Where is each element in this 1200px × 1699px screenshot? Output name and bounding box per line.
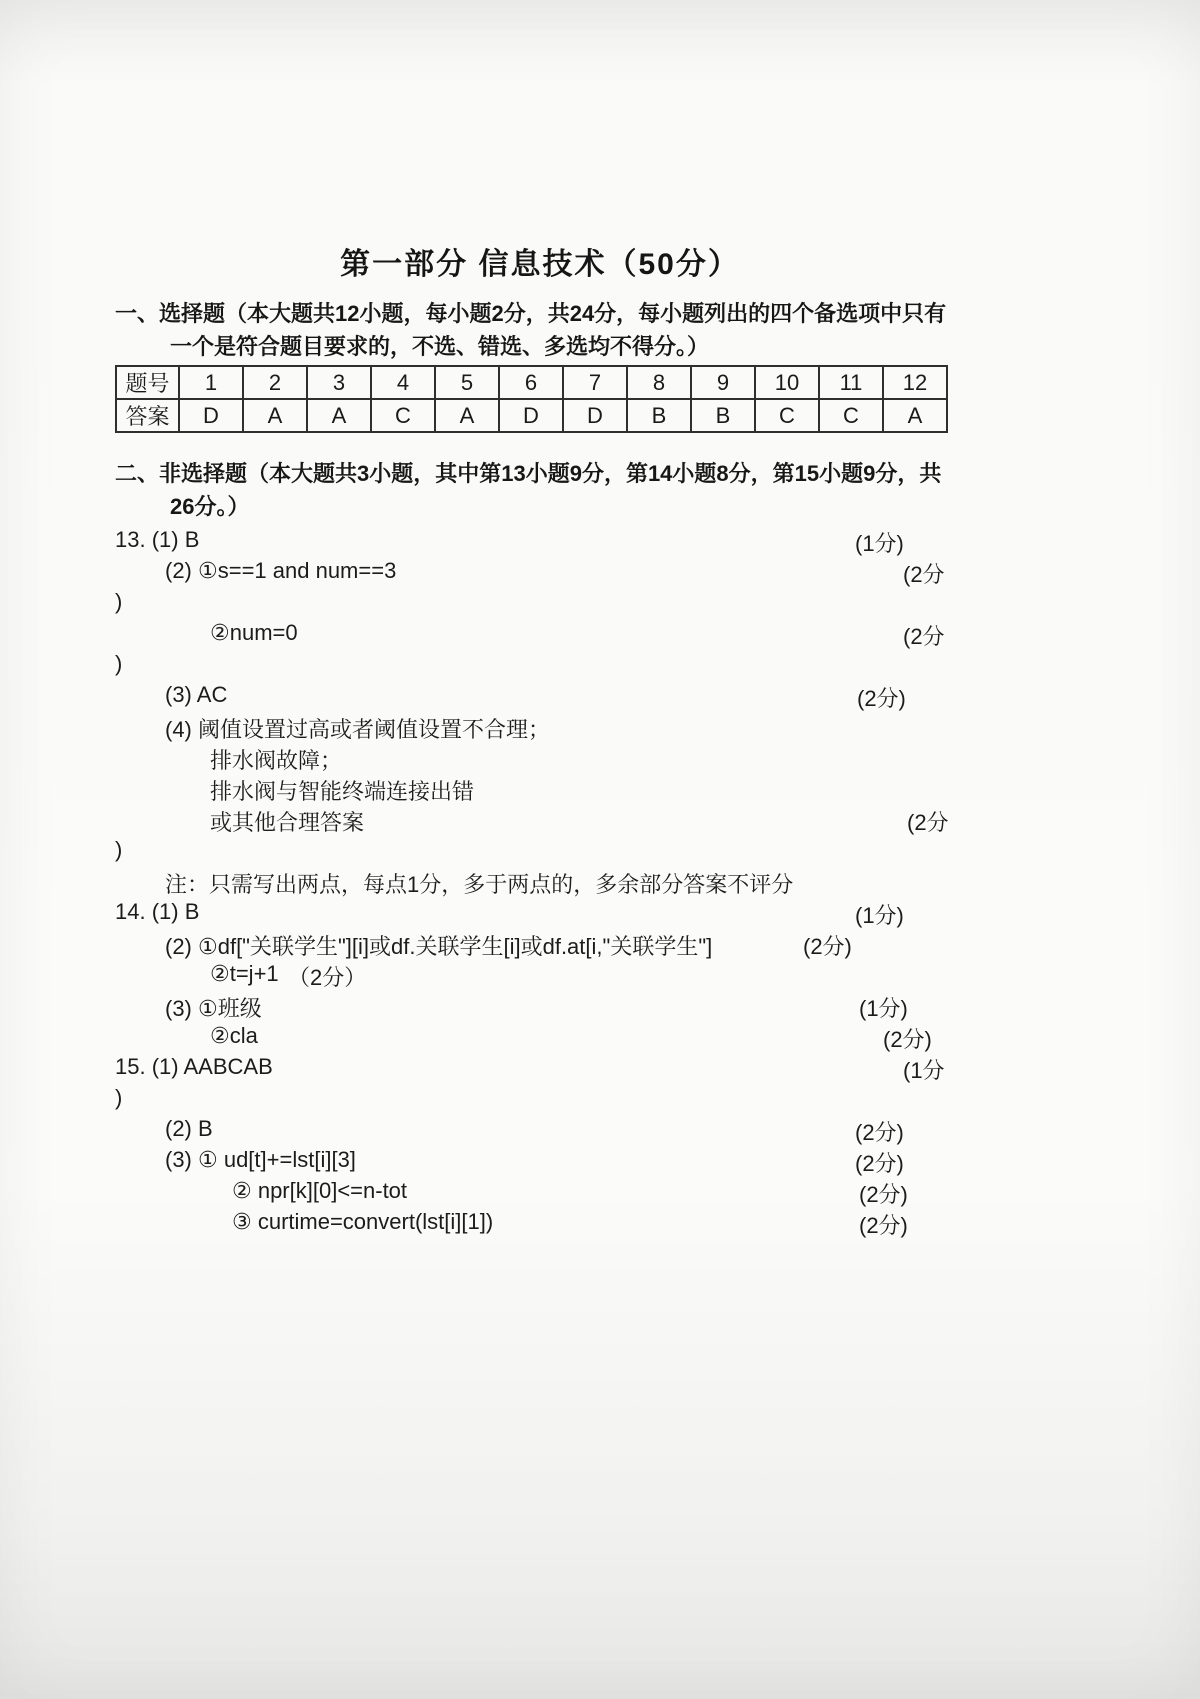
table-row-answers xyxy=(116,399,947,432)
table-cell: D xyxy=(179,399,243,432)
answer-text: 14. (1) B xyxy=(115,899,200,924)
table-cell: D xyxy=(499,399,563,432)
table-cell-label: 题号 xyxy=(116,366,179,399)
choice-heading-line2: 一个是符合题目要求的，不选、错选、多选均不得分。） xyxy=(170,334,710,359)
table-cell: 7 xyxy=(563,366,627,399)
answer-text: ) xyxy=(115,837,123,862)
table-cell: A xyxy=(243,399,307,432)
answer-text: 或其他合理答案 xyxy=(210,810,365,835)
table-cell: 5 xyxy=(435,366,499,399)
table-cell: A xyxy=(883,399,947,432)
table-cell: C xyxy=(819,399,883,432)
answer-text: (3) AC xyxy=(165,682,228,707)
answer-text: (2) B xyxy=(165,1116,213,1141)
answer-line xyxy=(115,992,965,1023)
answer-line xyxy=(115,1147,965,1178)
table-cell: 10 xyxy=(755,366,819,399)
score-label: (1分) xyxy=(859,996,908,1021)
answer-text: ②cla xyxy=(210,1023,258,1048)
table-cell: A xyxy=(307,399,371,432)
answer-text: (4) 阈值设置过高或者阈值设置不合理； xyxy=(165,717,551,742)
answer-text: ②t=j+1 xyxy=(210,961,279,986)
answer-text: 15. (1) AABCAB xyxy=(115,1054,273,1079)
table-cell: B xyxy=(691,399,755,432)
score-label: (2分 xyxy=(903,624,945,649)
table-cell: B xyxy=(627,399,691,432)
answer-text: 排水阀故障； xyxy=(210,748,343,773)
answer-line xyxy=(115,682,965,713)
answer-line xyxy=(115,1054,965,1085)
answer-text: 注：只需写出两点，每点1分，多于两点的，多余部分答案不评分 xyxy=(165,872,794,897)
answer-line xyxy=(115,899,965,930)
answer-line xyxy=(115,558,965,589)
table-cell: 6 xyxy=(499,366,563,399)
answer-text: (3) ① ud[t]+=lst[i][3] xyxy=(165,1147,356,1172)
score-label: (2分) xyxy=(859,1213,908,1238)
score-label: (2分 xyxy=(903,562,945,587)
score-label: (2分) xyxy=(855,1120,904,1145)
answer-line xyxy=(115,744,965,775)
answer-line xyxy=(115,837,965,868)
answer-line xyxy=(115,620,965,651)
answer-line xyxy=(115,713,965,744)
answer-text: ) xyxy=(115,651,123,676)
score-label: (2分) xyxy=(883,1027,932,1052)
score-label: (2分) xyxy=(855,1151,904,1176)
answer-line xyxy=(115,775,965,806)
answer-line xyxy=(115,1209,965,1240)
answer-line xyxy=(115,589,965,620)
choice-section-heading xyxy=(115,297,965,363)
table-cell: 9 xyxy=(691,366,755,399)
answer-text: ③ curtime=convert(lst[i][1]) xyxy=(232,1209,494,1234)
answer-text: 排水阀与智能终端连接出错 xyxy=(210,779,475,804)
answer-text: (2) ①df["关联学生"][i]或df.关联学生[i]或df.at[i,"关联学生"] xyxy=(165,934,713,959)
score-label: (2分) xyxy=(859,1182,908,1207)
nonchoice-heading-line1: 二、非选择题（本大题共3小题，其中第13小题9分，第14小题8分，第15小题9分，共 xyxy=(115,461,942,486)
table-cell: 2 xyxy=(243,366,307,399)
table-row-numbers xyxy=(116,366,947,399)
table-cell: 3 xyxy=(307,366,371,399)
nonchoice-section-heading xyxy=(115,457,965,523)
nonchoice-heading-line2: 26分。） xyxy=(170,494,250,519)
answer-line xyxy=(115,961,965,992)
table-cell: D xyxy=(563,399,627,432)
score-label: （2分） xyxy=(288,965,367,990)
table-cell: 12 xyxy=(883,366,947,399)
table-cell: 8 xyxy=(627,366,691,399)
answer-text: (3) ①班级 xyxy=(165,996,262,1021)
answer-line xyxy=(115,930,965,961)
score-label: (1分) xyxy=(855,903,904,928)
answer-line xyxy=(115,1178,965,1209)
answer-text: (2) ①s==1 and num==3 xyxy=(165,558,397,583)
table-cell: A xyxy=(435,399,499,432)
answer-line xyxy=(115,1085,965,1116)
table-cell: 1 xyxy=(179,366,243,399)
answer-table xyxy=(115,365,948,433)
table-cell-label: 答案 xyxy=(116,399,179,432)
answers-block xyxy=(115,527,965,1240)
score-label: (2分 xyxy=(907,810,949,835)
answer-text: 13. (1) B xyxy=(115,527,200,552)
score-label: (2分) xyxy=(857,686,906,711)
answer-line xyxy=(115,527,965,558)
page-title: 第一部分 信息技术（50分） xyxy=(340,248,740,281)
score-label: (1分) xyxy=(855,531,904,556)
table-cell: C xyxy=(755,399,819,432)
score-label: (2分) xyxy=(803,934,852,959)
answer-text: ) xyxy=(115,1085,123,1110)
answer-line xyxy=(115,1116,965,1147)
table-cell: 4 xyxy=(371,366,435,399)
page-content xyxy=(115,245,965,1240)
table-cell: 11 xyxy=(819,366,883,399)
answer-line xyxy=(115,868,965,899)
choice-heading-line1: 一、选择题（本大题共12小题，每小题2分，共24分，每小题列出的四个备选项中只有 xyxy=(115,301,947,326)
answer-line xyxy=(115,1023,965,1054)
answer-line xyxy=(115,651,965,682)
table-cell: C xyxy=(371,399,435,432)
answer-text: ② npr[k][0]<=n-tot xyxy=(232,1178,408,1203)
answer-text: ) xyxy=(115,589,123,614)
answer-text: ②num=0 xyxy=(210,620,298,645)
score-label: (1分 xyxy=(903,1058,945,1083)
answer-line xyxy=(115,806,965,837)
